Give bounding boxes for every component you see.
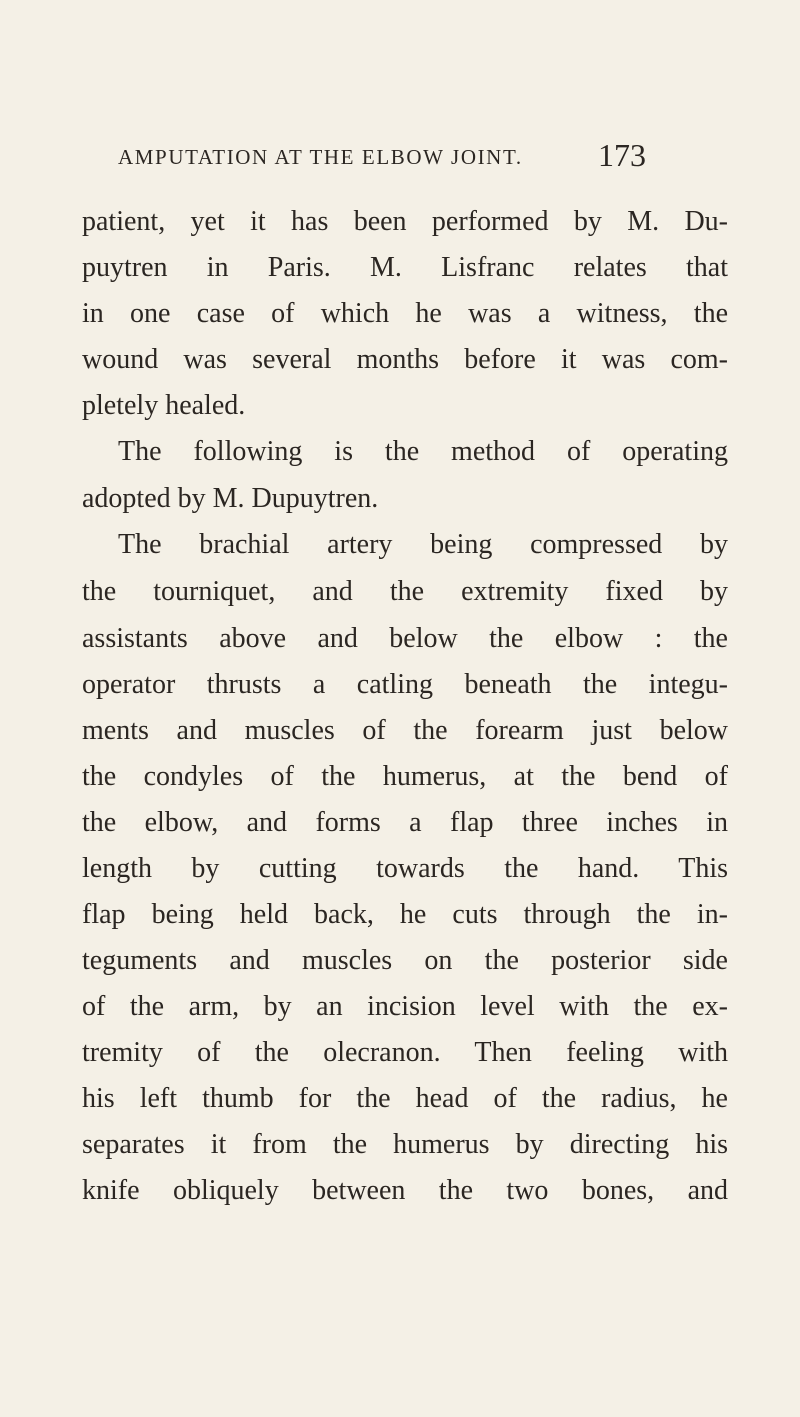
text-line: wound was several months before it was com- <box>82 344 728 375</box>
text-line: ments and muscles of the forearm just below <box>82 715 728 746</box>
text-line: length by cutting towards the hand. This <box>82 853 728 884</box>
text-line: teguments and muscles on the posterior side <box>82 945 728 976</box>
text-line: knife obliquely between the two bones, and <box>82 1175 728 1206</box>
text-line: The following is the method of operating <box>118 436 728 467</box>
text-line: The brachial artery being compressed by <box>118 529 728 560</box>
text-line: pletely healed. <box>82 390 246 421</box>
text-line: the condyles of the humerus, at the bend of <box>82 761 728 792</box>
text-line: tremity of the olecranon. Then feeling with <box>82 1037 728 1068</box>
text-line: the elbow, and forms a flap three inches in <box>82 807 728 838</box>
text-line: patient, yet it has been performed by M. Du- <box>82 206 728 237</box>
text-line: flap being held back, he cuts through the in- <box>82 899 728 930</box>
page-number: 173 <box>598 137 646 173</box>
text-line: in one case of which he was a witness, the <box>82 298 728 329</box>
text-line: the tourniquet, and the extremity fixed by <box>82 576 728 607</box>
text-line: puytren in Paris. M. Lisfranc relates that <box>82 252 728 283</box>
text-line: operator thrusts a catling beneath the integu- <box>82 669 728 700</box>
text-line: separates it from the humerus by directing his <box>82 1129 728 1160</box>
running-head <box>0 137 800 183</box>
text-line: his left thumb for the head of the radius, he <box>82 1083 728 1114</box>
text-line: of the arm, by an incision level with the ex- <box>82 991 728 1022</box>
text-line: adopted by M. Dupuytren. <box>82 483 379 514</box>
running-title: AMPUTATION AT THE ELBOW JOINT. <box>118 145 523 169</box>
text-line: assistants above and below the elbow : the <box>82 623 728 654</box>
